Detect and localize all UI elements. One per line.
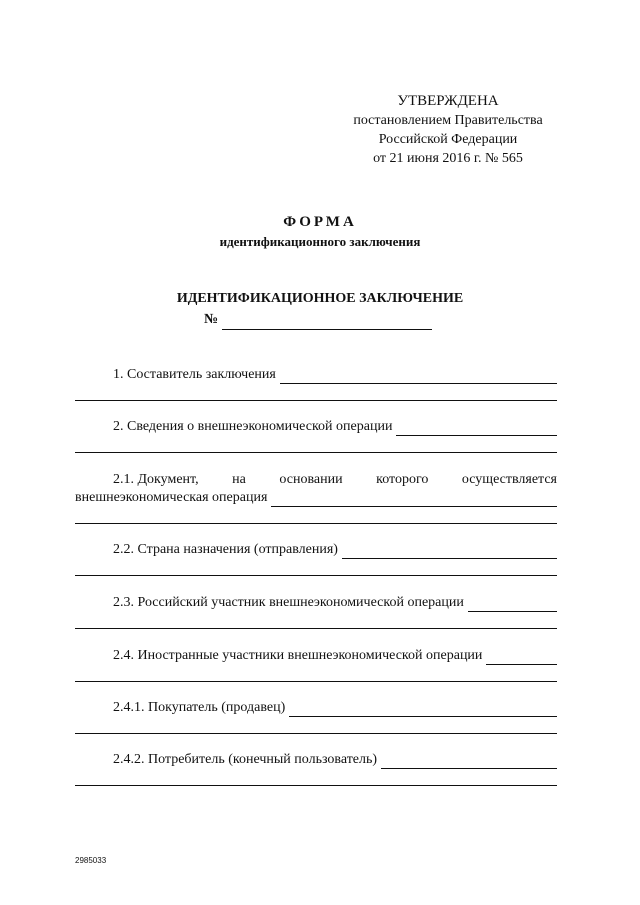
item-2-4-1-buyer — [75, 699, 557, 734]
item-2-2-blank[interactable] — [342, 545, 557, 559]
item-1-blank-line[interactable] — [75, 400, 557, 401]
approval-heading: УТВЕРЖДЕНА — [397, 93, 499, 109]
item-2-2-blank-line[interactable] — [75, 575, 557, 576]
item-2-4-2-blank[interactable] — [381, 755, 557, 769]
approval-authority: Российской Федерации — [378, 132, 518, 147]
item-1-blank[interactable] — [280, 370, 557, 384]
item-2-1-word: на — [232, 472, 246, 487]
item-2-4-blank-line[interactable] — [75, 681, 557, 682]
item-2-4-foreign-participants — [75, 647, 557, 682]
item-2-3-blank-line[interactable] — [75, 628, 557, 629]
item-2-3-blank[interactable] — [468, 598, 557, 612]
item-1-compiler — [75, 366, 557, 401]
item-2-4-1-blank[interactable] — [289, 703, 557, 717]
item-2-1-word: которого — [376, 472, 429, 487]
item-2-3-russian-participant — [75, 594, 557, 629]
form-subtitle: идентификационного заключения — [219, 234, 421, 249]
item-2-4-2-blank-line[interactable] — [75, 785, 557, 786]
item-2-1-blank[interactable] — [271, 493, 557, 507]
approval-decree: постановлением Правительства — [353, 113, 543, 128]
item-2-4-2-end-user — [75, 751, 557, 786]
item-2-1-label-line2: внешнеэкономическая операция — [75, 490, 268, 505]
approval-date-number: от 21 июня 2016 г. № 565 — [373, 151, 523, 166]
item-2-1-document — [75, 471, 557, 524]
item-2-blank-line[interactable] — [75, 452, 557, 453]
item-2-1-word: осуществляется — [461, 472, 557, 487]
document-code: 2985033 — [75, 856, 107, 865]
form-header — [0, 211, 640, 251]
item-2-4-blank[interactable] — [486, 651, 557, 665]
item-2-1-blank-line[interactable] — [75, 523, 557, 524]
item-2-4-1-label: 2.4.1. Покупатель (продавец) — [113, 700, 286, 715]
item-2-4-1-blank-line[interactable] — [75, 733, 557, 734]
item-2-3-label: 2.3. Российский участник внешнеэкономической операции — [113, 595, 464, 610]
approval-block — [330, 92, 566, 168]
item-2-4-label: 2.4. Иностранные участники внешнеэкономической операции — [113, 648, 483, 663]
item-2-1-word: основании — [279, 472, 343, 487]
item-2-2-label: 2.2. Страна назначения (отправления) — [113, 542, 338, 557]
item-2-1-word: 2.1. Документ, — [113, 472, 199, 487]
document-number-line — [204, 310, 432, 330]
item-2-blank[interactable] — [396, 422, 557, 436]
form-title: ФОРМА — [283, 214, 357, 230]
item-2-2-country — [75, 541, 557, 576]
item-1-label: 1. Составитель заключения — [113, 367, 276, 382]
item-2-operation-info — [75, 418, 557, 453]
number-sign: № — [204, 312, 219, 327]
document-title: ИДЕНТИФИКАЦИОННОЕ ЗАКЛЮЧЕНИЕ — [176, 291, 464, 306]
item-2-4-2-label: 2.4.2. Потребитель (конечный пользователь) — [113, 752, 378, 767]
item-2-label: 2. Сведения о внешнеэкономической операции — [113, 419, 393, 434]
number-blank-field[interactable] — [222, 315, 432, 330]
